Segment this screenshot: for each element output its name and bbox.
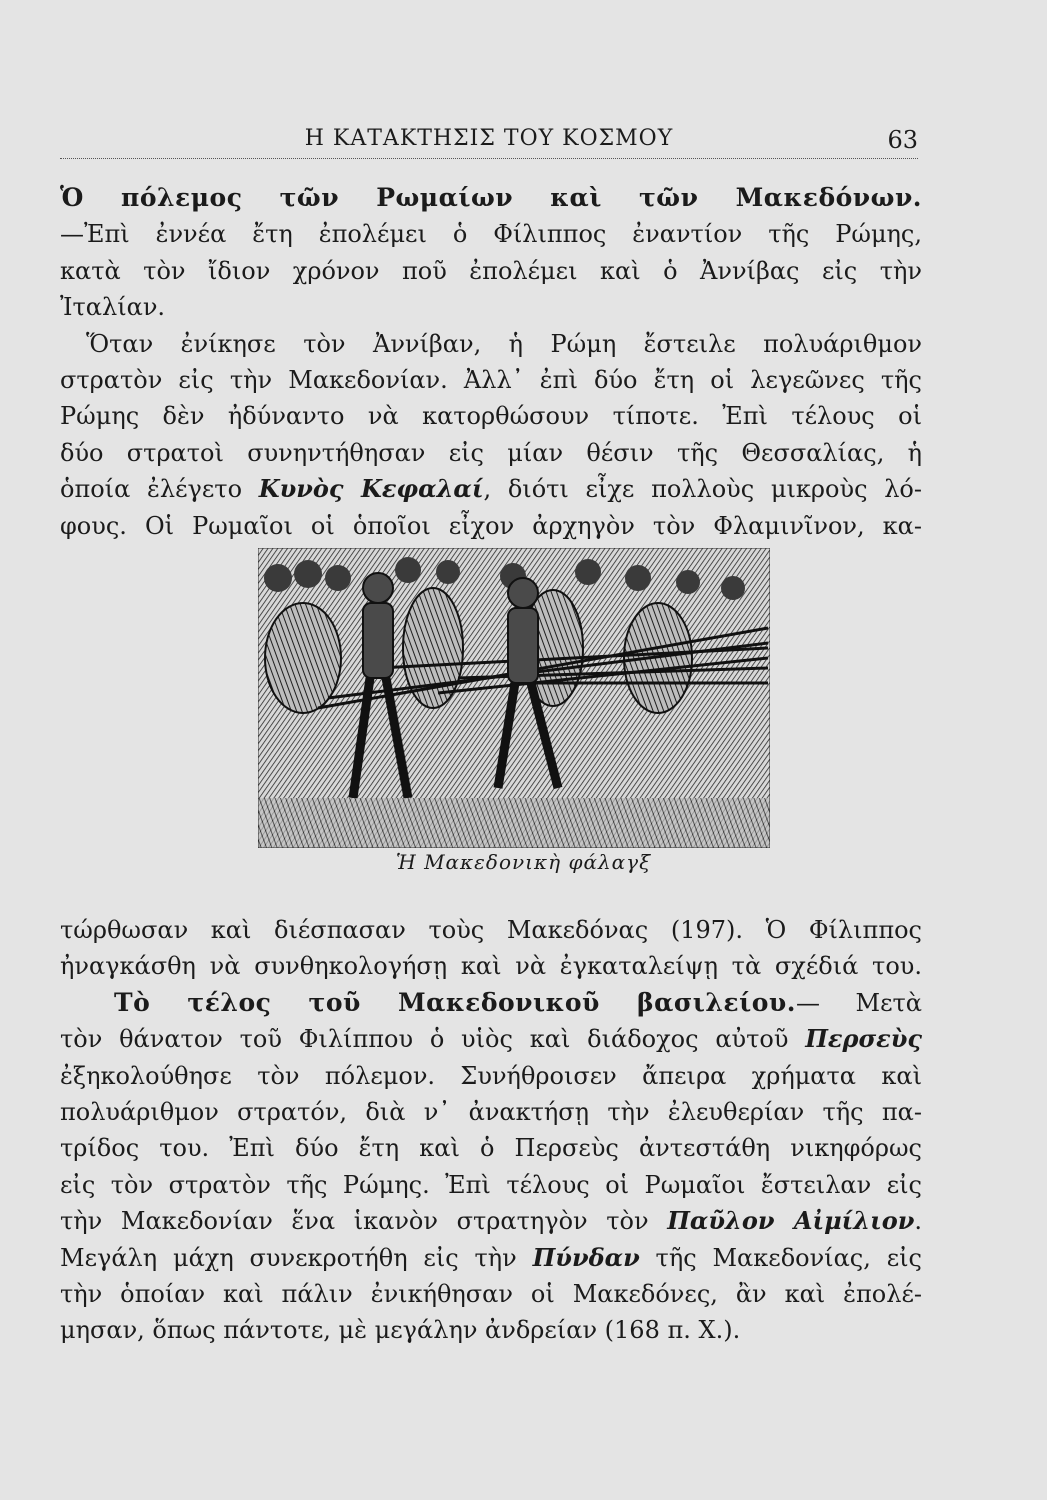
text-line: στρατὸν εἰς τὴν Μακεδονίαν. Ἀλλ᾽ ἐπὶ δύο ἔτη οἱ λεγεῶνες τῆς (60, 366, 922, 395)
text-fragment: — Μετὰ (795, 988, 922, 1017)
text-line: —Ἐπὶ ἐννέα ἔτη ἐπολέμει ὁ Φίλιππος ἐναντίον τῆς Ρώμης, (60, 220, 922, 249)
text-line: φους. Οἱ Ρωμαῖοι οἱ ὁποῖοι εἶχον ἀρχηγὸν τὸν Φλαμινῖνον, κα- (60, 511, 922, 540)
text-line: Ἰταλίαν. (60, 293, 166, 322)
text-line (60, 1021, 922, 1057)
text-fragment: , διότι εἶχε πολλοὺς μικροὺς λό- (483, 475, 922, 504)
text-line: εἰς τὸν στρατὸν τῆς Ρώμης. Ἐπὶ τέλους οἱ Ρωμαῖοι ἔστειλαν εἰς (60, 1170, 922, 1199)
text-fragment: ὁποία ἐλέγετο (60, 475, 259, 504)
term-pydna: Πύνδαν (532, 1242, 640, 1272)
text-line: Ρώμης δὲν ἠδύναντο νὰ κατορθώσουν τίποτε. Ἐπὶ τέλους οἱ (60, 402, 922, 431)
text-line: Ὅταν ἐνίκησε τὸν Ἀννίβαν, ἡ Ρώμη ἔστειλε πολυάριθμον (86, 329, 922, 358)
term-perseus: Περσεὺς (805, 1024, 922, 1054)
text-line: πολυάριθμον στρατόν, διὰ ν᾽ ἀνακτήσῃ τὴν ἐλευθερίαν τῆς πα- (60, 1098, 922, 1127)
text-line: κατὰ τὸν ἴδιον χρόνον ποῦ ἐπολέμει καὶ ὁ Ἀννίβας εἰς τὴν (60, 256, 922, 285)
text-fragment: τὸν θάνατον τοῦ Φιλίππου ὁ υἱὸς καὶ διάδοχος αὐτοῦ (60, 1025, 806, 1054)
text-line: τὴν ὁποίαν καὶ πάλιν ἐνικήθησαν οἱ Μακεδόνες, ἂν καὶ ἐπολέ- (60, 1280, 922, 1309)
text-line: τώρθωσαν καὶ διέσπασαν τοὺς Μακεδόνας (197). Ὁ Φίλιππος (60, 916, 922, 944)
page-number: 63 (887, 126, 918, 154)
text-fragment: Μεγάλη μάχη συνεκροτήθη εἰς τὴν (60, 1243, 533, 1272)
text-line: τρίδος του. Ἐπὶ δύο ἔτη καὶ ὁ Περσεὺς ἀντεστάθη νικηφόρως (60, 1134, 922, 1163)
section-macedonian-war (60, 180, 922, 544)
section-heading-end: Τὸ τέλος τοῦ Μακεδονικοῦ βασιλείου. (114, 987, 796, 1017)
figure-caption: Ἡ Μακεδονικὴ φάλαγξ (395, 850, 652, 874)
text-line (60, 471, 922, 507)
section-end-of-macedonian-kingdom (60, 912, 922, 1349)
running-title: Η ΚΑΤΑΚΤΗΣΙΣ ΤΟΥ ΚΟΣΜΟΥ (304, 126, 674, 151)
phalanx-illustration (258, 548, 770, 848)
text-line (60, 1203, 922, 1239)
phalanx-engraving (258, 548, 770, 848)
page-header (60, 122, 918, 159)
text-line: μησαν, ὅπως πάντοτε, μὲ μεγάλην ἀνδρείαν (168 π. Χ.). (60, 1316, 741, 1345)
text-line: δύο στρατοὶ συνηντήθησαν εἰς μίαν θέσιν τῆς Θεσσαλίας, ἡ (60, 438, 922, 467)
text-fragment: τὴν Μακεδονίαν ἕνα ἱκανὸν στρατηγὸν τὸν (60, 1207, 668, 1236)
term-paulus-aemilius: Παῦλον Αἰμίλιον (667, 1206, 915, 1236)
text-line: ἐξηκολούθησε τὸν πόλεμον. Συνήθροισεν ἄπειρα χρήματα καὶ (60, 1061, 922, 1090)
text-line (60, 985, 922, 1021)
text-fragment: τῆς Μακεδονίας, εἰς (639, 1243, 922, 1272)
text-line: ἠναγκάσθη νὰ συνθηκολογήσῃ καὶ νὰ ἐγκαταλείψῃ τὰ σχέδιά του. (60, 952, 922, 981)
text-line (60, 1240, 922, 1276)
term-kynos-kefalai: Κυνὸς Κεφαλαί (258, 474, 484, 504)
text-fragment: . (914, 1207, 923, 1236)
section-heading-war: Ὁ πόλεμος τῶν Ρωμαίων καὶ τῶν Μακεδόνων. (60, 183, 922, 212)
